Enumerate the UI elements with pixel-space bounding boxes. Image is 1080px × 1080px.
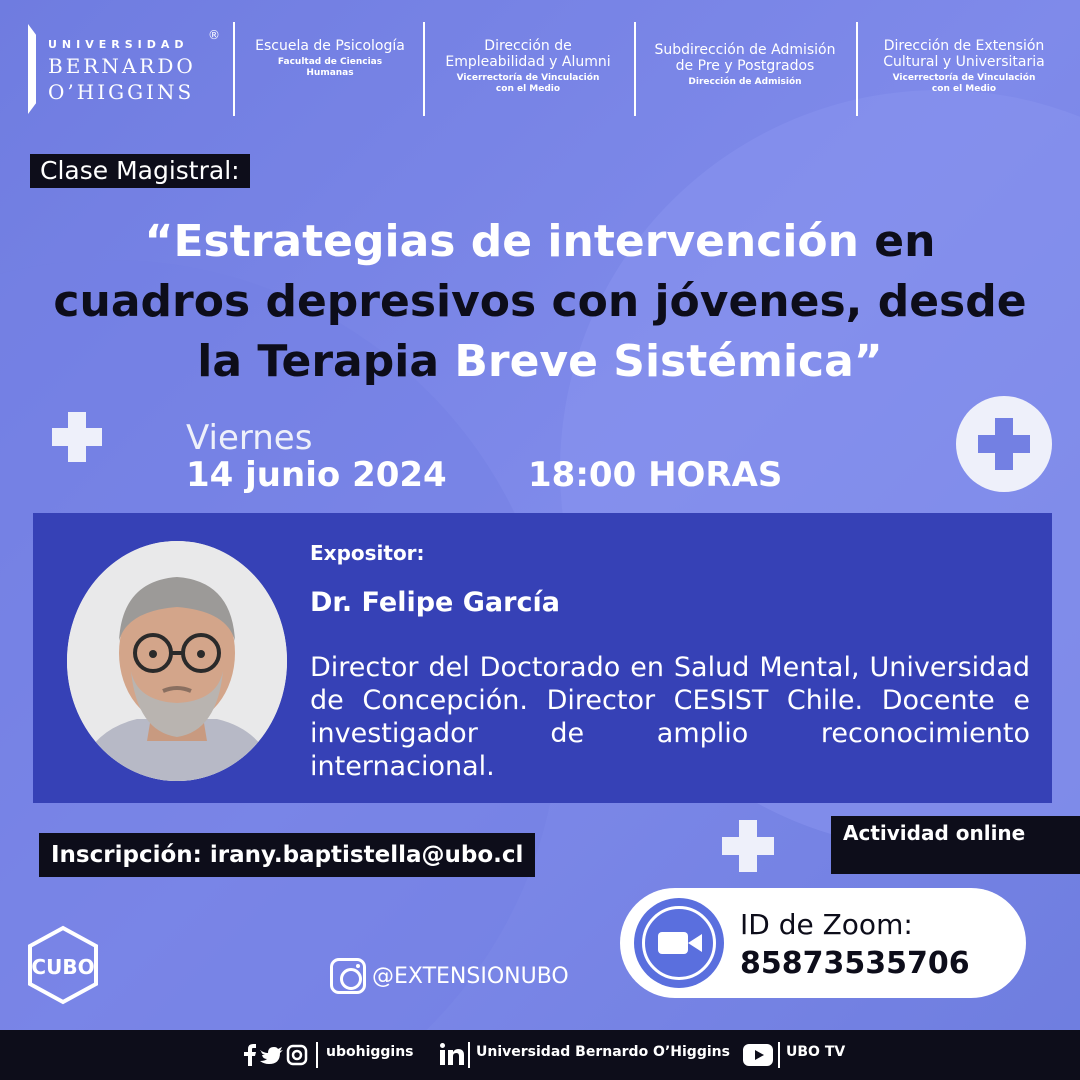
event-day: Viernes (186, 418, 313, 458)
speaker-name: Dr. Felipe García (310, 587, 560, 618)
linkedin-icon[interactable] (440, 1043, 464, 1065)
twitter-icon[interactable] (260, 1047, 283, 1064)
instagram-handle[interactable]: @EXTENSIONUBO (372, 964, 569, 989)
zoom-camera-icon (634, 898, 724, 988)
zoom-id: 85873535706 (740, 946, 970, 981)
instagram-small-icon[interactable] (288, 1046, 306, 1064)
logo-bar-icon (28, 24, 36, 114)
speaker-label: Expositor: (310, 541, 425, 565)
youtube-icon[interactable] (743, 1044, 773, 1066)
speaker-photo (67, 541, 287, 781)
header-col-title: Dirección de Empleabilidad y Alumni (445, 38, 611, 70)
zoom-label: ID de Zoom: (740, 908, 913, 941)
university-logo (28, 24, 228, 114)
header-divider (634, 22, 636, 116)
instagram-icon[interactable] (330, 958, 366, 994)
plus-icon (52, 412, 102, 462)
plus-icon (722, 820, 774, 872)
footer-handle[interactable]: ubohiggins (326, 1044, 414, 1060)
header-col-sub: Facultad de Ciencias Humanas (277, 57, 383, 78)
footer (0, 1030, 1080, 1080)
online-badge: Actividad online (831, 816, 1080, 874)
header-divider (233, 22, 235, 116)
header-col-sub: Dirección de Admisión (688, 77, 802, 87)
header (0, 18, 1080, 118)
event-type-tag: Clase Magistral: (30, 154, 250, 188)
logo-line3: O’HIGGINS (48, 80, 195, 104)
zoom-card[interactable] (620, 888, 1026, 998)
registration-email[interactable]: Inscripción: irany.baptistella@ubo.cl (39, 833, 535, 877)
speaker-portrait-icon (67, 541, 287, 781)
speaker-bio: Director del Doctorado en Salud Mental, Universidad de Concepción. Director CESIST Chile. Docente e investigador de amplio reconocimiento internacional. (310, 652, 1030, 782)
logo-line2: BERNARDO (48, 54, 196, 78)
header-col-title: Escuela de Psicología (255, 38, 405, 54)
header-divider (856, 22, 858, 116)
facebook-icon[interactable] (244, 1044, 256, 1066)
header-col-extension (864, 38, 1064, 95)
cubo-logo-icon (22, 924, 104, 1006)
cubo-logo (22, 924, 104, 1006)
header-divider (423, 22, 425, 116)
cubo-text: CUBO (31, 955, 95, 979)
title-part1: “Estrategias de intervención (144, 216, 859, 267)
event-title (40, 212, 1040, 392)
zoom-cam-body (658, 932, 688, 954)
footer-linkedin[interactable]: Universidad Bernardo O’Higgins (476, 1044, 730, 1060)
event-time: 18:00 HORAS (528, 455, 783, 495)
footer-divider (316, 1042, 318, 1068)
header-col-admision (642, 42, 848, 88)
footer-divider (468, 1042, 470, 1068)
header-col-title: Subdirección de Admisión de Pre y Postgrados (654, 42, 836, 74)
header-col-sub: Vicerrectoría de Vinculación con el Medio (456, 73, 600, 94)
logo-line1: UNIVERSIDAD (48, 38, 189, 51)
header-col-empleabilidad (430, 38, 626, 95)
speaker-panel (33, 513, 1052, 803)
title-part3: Breve Sistémica” (454, 336, 883, 387)
plus-circle-icon (956, 396, 1052, 492)
zoom-cam-lens (688, 934, 702, 952)
footer-youtube[interactable]: UBO TV (786, 1044, 846, 1060)
header-col-sub: Vicerrectoría de Vinculación con el Medio (892, 73, 1036, 94)
header-col-psicologia (242, 38, 418, 79)
registered-mark: ® (208, 28, 220, 42)
footer-divider (778, 1042, 780, 1068)
title-part2: en cuadros depresivos con jóvenes, desde la Terapia (53, 216, 1027, 387)
event-date: 14 junio 2024 (186, 455, 447, 495)
header-col-title: Dirección de Extensión Cultural y Universitaria (883, 38, 1045, 70)
social-icons[interactable] (240, 1044, 308, 1066)
